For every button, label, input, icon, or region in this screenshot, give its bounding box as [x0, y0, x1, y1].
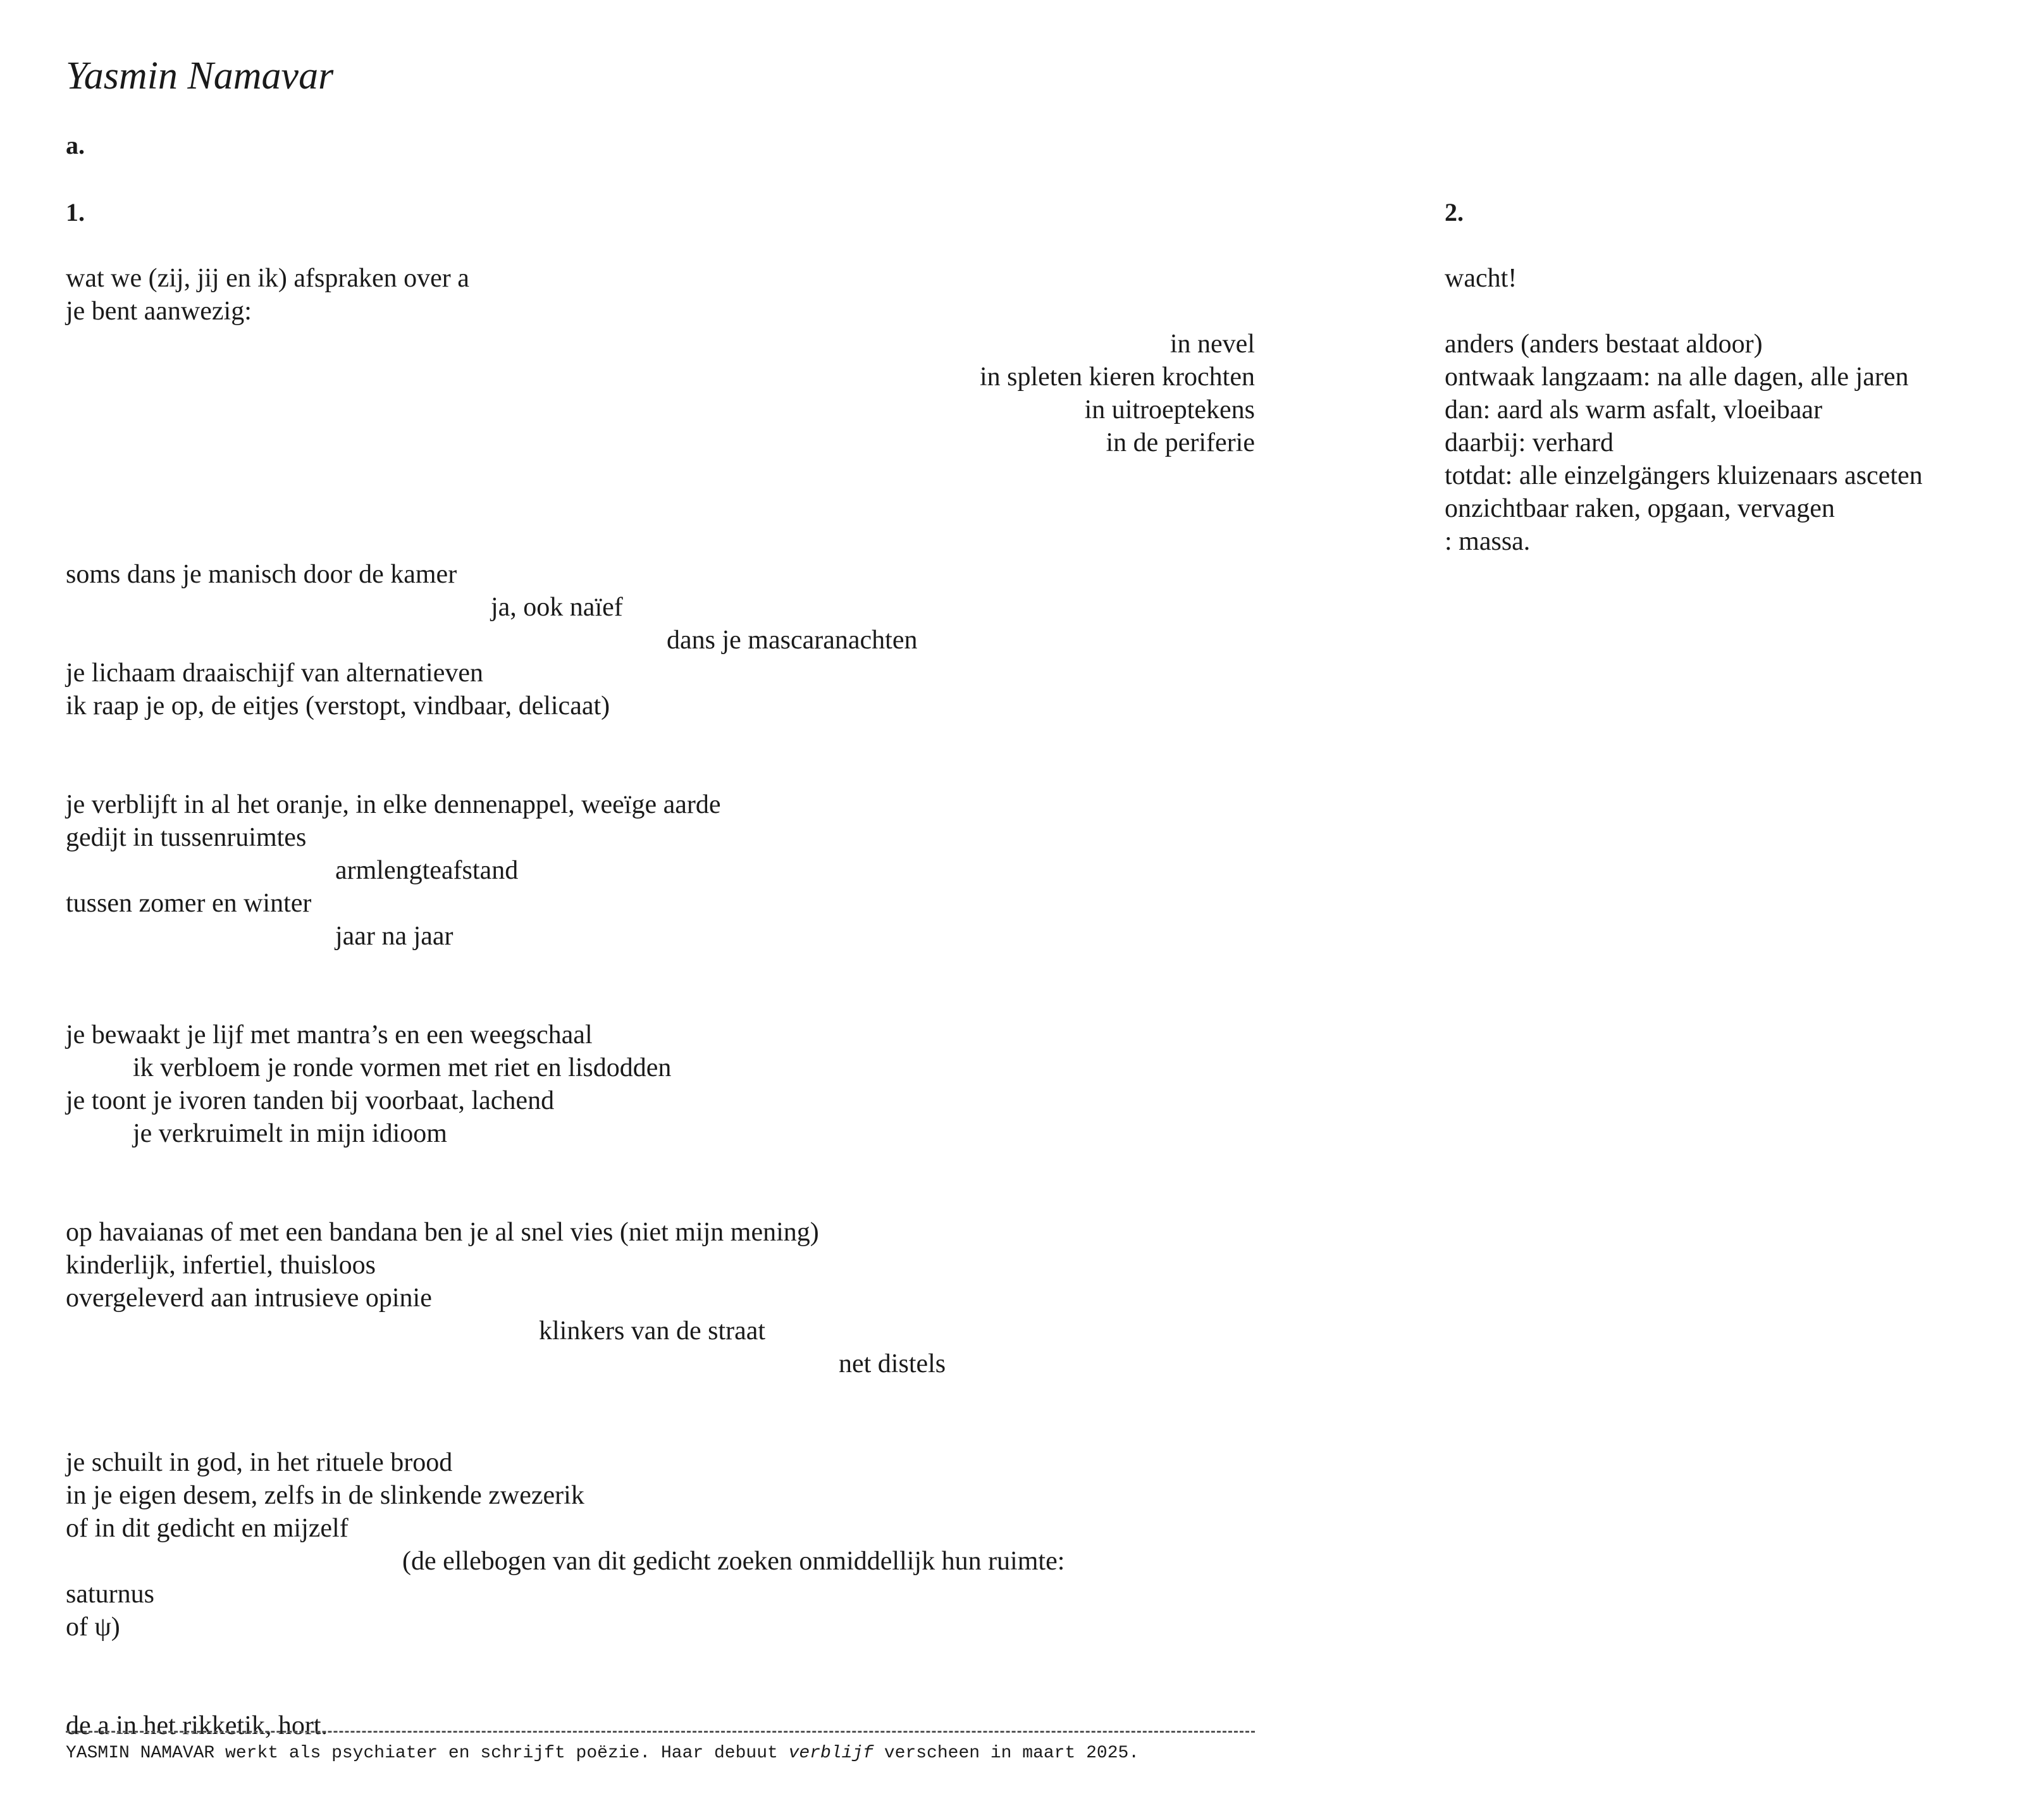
poem-line: op havaianas of met een bandana ben je al snel vies (niet mijn mening) [66, 1218, 819, 1247]
poem-line: net distels [839, 1349, 946, 1378]
poem-line: wat we (zij, jij en ik) afspraken over a [66, 264, 469, 293]
poem-line: in nevel [1169, 330, 1255, 359]
poem-line: totdat: alle einzelgängers kluizenaars asceten [1445, 461, 1923, 490]
poem-line: of ψ) [66, 1613, 120, 1642]
poem-line: je lichaam draaischijf van alternatieven [66, 659, 484, 688]
poem-line: dans je mascaranachten [667, 626, 918, 655]
poem-line: daarbij: verhard [1445, 428, 1614, 457]
author-bio [66, 1741, 1139, 1766]
poem-line: onzichtbaar raken, opgaan, vervagen [1445, 494, 1835, 523]
poem-line: ja, ook naïef [491, 593, 623, 622]
poem-line: overgeleverd aan intrusieve opinie [66, 1284, 432, 1313]
poem-body-2 [1445, 262, 2001, 558]
part-number-1: 1. [66, 198, 85, 226]
poem-line: kinderlijk, infertiel, thuisloos [66, 1251, 376, 1280]
poem-line: ik raap je op, de eitjes (verstopt, vindbaar, delicaat) [66, 691, 610, 721]
author-name: Yasmin Namavar [66, 54, 334, 97]
bio-book-title: verblijf [788, 1743, 874, 1763]
poem-line: je schuilt in god, in het rituele brood [66, 1448, 453, 1477]
poem-line: : massa. [1445, 527, 1531, 556]
poem-line: je verkruimelt in mijn idioom [133, 1119, 447, 1148]
poem-line: in spleten kieren krochten [979, 362, 1255, 392]
poem-line: je bewaakt je lijf met mantra’s en een weegschaal [66, 1020, 593, 1049]
poem-line: ik verbloem je ronde vormen met riet en lisdodden [133, 1053, 672, 1082]
poem-line: je verblijft in al het oranje, in elke dennenappel, weeïge aarde [66, 790, 721, 819]
poem-line: de a in het rikketik, hort. [66, 1711, 328, 1740]
poem-line: wacht! [1445, 264, 1517, 293]
poem-line: klinkers van de straat [539, 1316, 766, 1346]
bio-text-end: verscheen in maart 2025. [873, 1743, 1140, 1763]
bio-name: YASMIN NAMAVAR [66, 1743, 215, 1763]
bio-text: werkt als psychiater en schrijft poëzie. Haar debuut [214, 1743, 789, 1763]
poem-part-2 [1445, 196, 2001, 558]
poem-line: in je eigen desem, zelfs in de slinkende zwezerik [66, 1481, 584, 1510]
poem-line: anders (anders bestaat aldoor) [1445, 330, 1763, 359]
poem-line: armlengteafstand [335, 856, 519, 885]
poem-part-1 [66, 196, 1255, 1742]
part-number-2: 2. [1445, 198, 1464, 226]
poem-line: soms dans je manisch door de kamer [66, 560, 457, 589]
poem-line: saturnus [66, 1580, 154, 1609]
poem-line: in uitroeptekens [1084, 395, 1255, 424]
poem-line: je toont je ivoren tanden bij voorbaat, lachend [66, 1086, 555, 1115]
poem-line: dan: aard als warm asfalt, vloeibaar [1445, 395, 1823, 424]
poem-line: jaar na jaar [335, 922, 454, 951]
poem-line: of in dit gedicht en mijzelf [66, 1514, 349, 1543]
poem-line: ontwaak langzaam: na alle dagen, alle jaren [1445, 362, 1909, 392]
poem-line: in de periferie [1106, 428, 1255, 457]
section-marker: a. [66, 131, 85, 159]
poem-line: gedijt in tussenruimtes [66, 823, 307, 852]
poem-line: tussen zomer en winter [66, 889, 312, 918]
poem-body-1 [66, 262, 1255, 1742]
poem-line: (de ellebogen van dit gedicht zoeken onmiddellijk hun ruimte: [402, 1547, 1065, 1576]
poem-line: je bent aanwezig: [66, 297, 252, 326]
footer-divider [66, 1731, 1255, 1733]
